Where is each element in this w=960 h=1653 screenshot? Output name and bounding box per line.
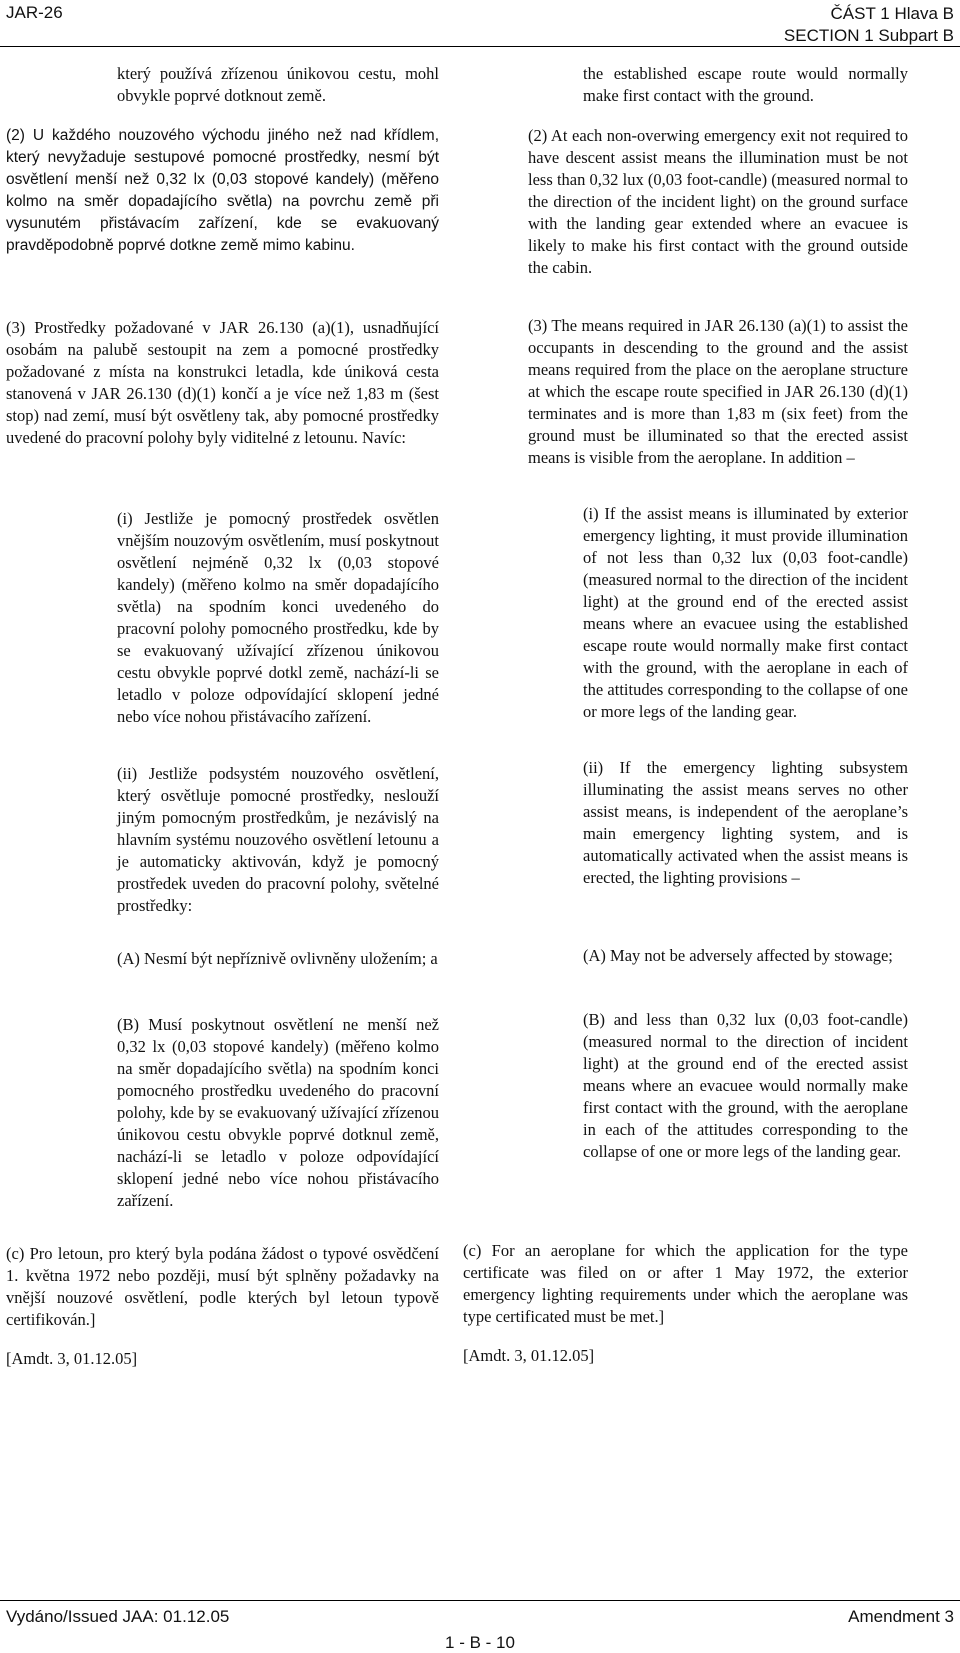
en-paragraph-2: (2) At each non-overwing emergency exit not required to have descent assist means the illumination must be not less than 0,32 lux (0,03 foot-candle) (measured normal to the direction of the incident light) on the ground surface with the landing gear extended where an evacuee is likely to make his first contact with the ground outside the cabin.: [528, 126, 908, 277]
en-paragraph-c: (c) For an aeroplane for which the application for the type certificate was filed on or after 1 May 1972, the exterior emergency lighting requirements under which the aeroplane was type certificated must be met.]: [463, 1241, 908, 1326]
cz-paragraph-3-ii: (ii) Jestliže podsystém nouzového osvětlení, který osvětluje pomocné prostředky, neslouží jiným pomocným prostředkům, je nezávislý na hlavním systému nouzového osvětlení letounu a je automaticky aktivován, když je pomocný prostředek uveden do pracovní polohy, světelné prostředky:: [117, 764, 439, 915]
en-paragraph-3: (3) The means required in JAR 26.130 (a)(1) to assist the occupants in descending to the ground and the assist means required from the place on the aeroplane structure at which the escape route specified in JAR 26.130 (d)(1) terminates and is more than 1,83 m (six feet) from the ground must be illuminated so that the erected assist means is visible from the aeroplane. In addition –: [528, 316, 908, 467]
cz-paragraph-c: (c) Pro letoun, pro který byla podána žádost o typové osvědčení 1. května 1972 nebo později, musí být splněny požadavky na vnější nouzové osvětlení, podle kterých byl letoun typově certifikován.]: [6, 1244, 439, 1329]
cz-paragraph-2: (2) U každého nouzového východu jiného než nad křídlem, který nevyžaduje sestupové pomocné prostředky, nesmí být osvětlení menší než 0,32 lx (0,03 stopové kandely) (měřeno kolmo na směr dopadajícího světla) na povrchu země při vysunutém přistávacím zařízení, kde se evakuovaný pravděpodobně poprvé dotkne země mimo kabinu.: [6, 127, 439, 254]
footer-page-number: 1 - B - 10: [445, 1633, 515, 1652]
header-doc-id: JAR-26: [6, 3, 63, 22]
en-paragraph-3-i: (i) If the assist means is illuminated by exterior emergency lighting, it must provide illumination of not less than 0,32 lux (0,03 foot-candle) (measured normal to the direction of the incident light) at the ground end of the erected assist means where an evacuee using the established escape route would normally make first contact with the ground, with the aeroplane in each of the attitudes corresponding to the collapse of one or more legs of the landing gear.: [583, 504, 908, 721]
header-part-en: SECTION 1 Subpart B: [783, 26, 954, 45]
en-paragraph-3-ii: (ii) If the emergency lighting subsystem illuminating the assist means serves no other assist means, is independent of the aeroplane’s main emergency lighting system, and is automatically activated when the assist means is erected, the lighting provisions –: [583, 758, 908, 887]
page-footer: [0, 1600, 960, 1652]
cz-paragraph-3-ii-b: (B) Musí poskytnout osvětlení ne menší než 0,32 lx (0,03 stopové kandely) (měřeno kolmo na směr dopadajícího světla) na spodním konci pomocného prostředku uvedeného do pracovní polohy, kde by se evakuovaný užívající zřízenou únikovou cestu obvykle poprvé dotknul země, nachází-li se letadlo v poloze odpovídající sklopení jedné nebo více nohou přistávacího zařízení.: [117, 1015, 439, 1210]
header-section: [784, 3, 954, 47]
footer-amendment: Amendment 3: [848, 1607, 954, 1626]
cz-paragraph-3: (3) Prostředky požadované v JAR 26.130 (a)(1), usnadňující osobám na palubě sestoupit na zem a pomocné prostředky požadované z místa na konstrukci letadla, kde úniková cesta stanovená v JAR 26.130 (d)(1) končí a je více než 1,83 m (šest stop) nad zemí, musí být osvětleny tak, aby pomocné prostředky uvedené do pracovní polohy byly viditelné z letounu. Navíc:: [6, 318, 439, 447]
en-paragraph-3-ii-a: (A) May not be adversely affected by stowage;: [583, 946, 893, 965]
header-part-cz: ČÁST 1 Hlava B: [830, 4, 954, 23]
cz-paragraph-3-ii-a: (A) Nesmí být nepříznivě ovlivněny uložením; a: [117, 949, 438, 968]
footer-issued: Vydáno/Issued JAA: 01.12.05: [6, 1607, 230, 1626]
en-intro-continuation: the established escape route would normally make first contact with the ground.: [583, 64, 908, 105]
cz-intro-continuation: který používá zřízenou únikovou cestu, mohl obvykle poprvé dotknout země.: [117, 64, 439, 105]
page-header: [0, 0, 960, 47]
cz-paragraph-3-i: (i) Jestliže je pomocný prostředek osvětlen vnějším nouzovým osvětlením, musí poskytnout osvětlení nejméně 0,32 lx (0,03 stopové kandely) (měřeno kolmo na směr dopadajícího světla) na spodním konci uvedeného do pracovní polohy pomocného prostředku, kde by se evakuovaný užívající zřízenou únikovou cestu obvykle poprvé dotkl země, nachází-li se letadlo v poloze odpovídající sklopení jedné nebo více nohou přistávacího zařízení.: [117, 509, 439, 726]
en-paragraph-3-ii-b: (B) and less than 0,32 lux (0,03 foot-candle) (measured normal to the direction of incident light) at the ground end of the erected assist means where an evacuee would normally make first contact with the ground, with the aeroplane in each of the attitudes corresponding to the collapse of one or more legs of the landing gear.: [583, 1010, 908, 1161]
en-amendment-note: [Amdt. 3, 01.12.05]: [463, 1346, 595, 1365]
cz-amendment-note: [Amdt. 3, 01.12.05]: [6, 1349, 138, 1368]
